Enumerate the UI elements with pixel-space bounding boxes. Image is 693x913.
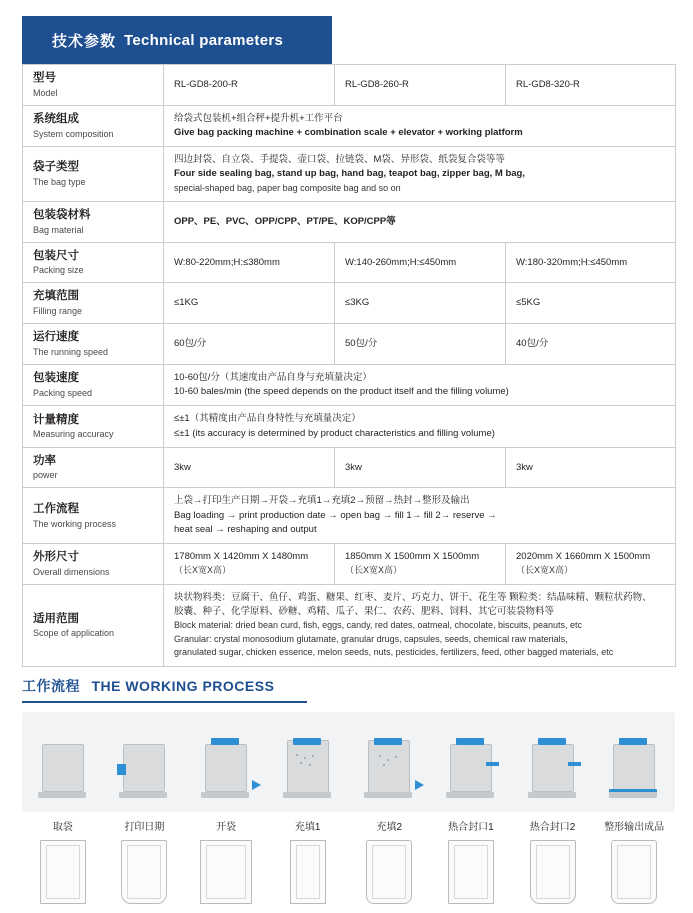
cell-measuring-accuracy: ≤±1（其精度由产品自身特性与充填量决定） ≤±1 (its accuracy is determined by product characteristics and filling volume) bbox=[164, 406, 676, 448]
process-step bbox=[104, 720, 186, 820]
cell-packing-speed: 10-60包/分（其速度由产品自身与充填量决定） 10-60 bales/min (the speed depends on the product itself and the filling volume) bbox=[164, 364, 676, 406]
cell-model-320r: RL-GD8-320-R bbox=[506, 65, 676, 106]
cell-overall-dimensions-200r: 1780mm X 1420mm X 1480mm （长X宽X高） bbox=[164, 544, 335, 585]
bag-sample-flat bbox=[22, 840, 104, 904]
row-label-bag-type: 袋子类型 The bag type bbox=[23, 147, 164, 202]
header-title-en: Technical parameters bbox=[124, 31, 284, 49]
cell-overall-dimensions-260r: 1850mm X 1500mm X 1500mm （长X宽X高） bbox=[335, 544, 506, 585]
process-title-cn: 工作流程 bbox=[22, 678, 80, 694]
row-label-system-composition: 系统组成 System composition bbox=[23, 105, 164, 147]
row-label-power: 功率 power bbox=[23, 447, 164, 488]
cell-power-200r: 3kw bbox=[164, 447, 335, 488]
cell-power-260r: 3kw bbox=[335, 447, 506, 488]
row-label-bag-material: 包装袋材料 Bag material bbox=[23, 202, 164, 243]
machine-open-bag-icon bbox=[197, 738, 255, 802]
bag-sample-wide bbox=[185, 840, 267, 904]
machine-fill2-icon bbox=[360, 738, 418, 802]
bag-sample-zipper bbox=[512, 840, 594, 904]
bag-sample-four-side bbox=[430, 840, 512, 904]
machine-reshape-output-icon bbox=[605, 738, 663, 802]
header-title-cn: 技术参数 bbox=[52, 32, 117, 50]
table-row bbox=[23, 242, 676, 283]
cell-overall-dimensions-320r: 2020mm X 1660mm X 1500mm （长X宽X高） bbox=[506, 544, 676, 585]
bag-sample-m-bag bbox=[593, 840, 675, 904]
process-step bbox=[22, 720, 104, 820]
bag-samples-row bbox=[22, 838, 675, 906]
table-row bbox=[23, 447, 676, 488]
process-step-label-reshape-output: 整形输出成品 bbox=[604, 822, 665, 833]
process-step-label-fill1: 充填1 bbox=[294, 822, 321, 833]
cell-power-320r: 3kw bbox=[506, 447, 676, 488]
process-title-underline bbox=[22, 701, 307, 703]
machine-pick-bag-icon bbox=[34, 738, 92, 802]
process-step bbox=[349, 720, 431, 820]
process-step bbox=[593, 720, 675, 820]
row-label-packing-speed: 包装速度 Packing speed bbox=[23, 364, 164, 406]
machine-print-date-icon bbox=[115, 738, 173, 802]
machine-heat-seal1-icon bbox=[442, 738, 500, 802]
cell-packing-size-260r: W:140-260mm;H:≤450mm bbox=[335, 242, 506, 283]
row-label-filling-range: 充填范围 Filling range bbox=[23, 283, 164, 324]
section-header-technical-parameters bbox=[22, 16, 332, 64]
cell-running-speed-200r: 60包/分 bbox=[164, 324, 335, 365]
table-row bbox=[23, 364, 676, 406]
cell-working-process: 上袋→打印生产日期→开袋→充填1→充填2→预留→热封→整形及输出 Bag loading → print production date → open bag → fill 1→ fill 2→ reserve → heat seal → reshaping and output bbox=[164, 488, 676, 544]
process-step-label-pick-bag: 取袋 bbox=[52, 822, 73, 833]
process-step-label-fill2: 充填2 bbox=[376, 822, 403, 833]
cell-running-speed-320r: 40包/分 bbox=[506, 324, 676, 365]
row-label-measuring-accuracy: 计量精度 Measuring accuracy bbox=[23, 406, 164, 448]
table-row bbox=[23, 105, 676, 147]
table-row bbox=[23, 544, 676, 585]
cell-bag-material: OPP、PE、PVC、OPP/CPP、PT/PE、KOP/CPP等 bbox=[164, 202, 676, 243]
table-row bbox=[23, 406, 676, 448]
cell-filling-range-200r: ≤1KG bbox=[164, 283, 335, 324]
table-row bbox=[23, 65, 676, 106]
row-label-model: 型号 Model bbox=[23, 65, 164, 106]
row-label-running-speed: 运行速度 The running speed bbox=[23, 324, 164, 365]
technical-parameters-table bbox=[22, 64, 676, 667]
process-step bbox=[512, 720, 594, 820]
cell-filling-range-260r: ≤3KG bbox=[335, 283, 506, 324]
flow-arrow-icon bbox=[415, 780, 424, 790]
table-row bbox=[23, 283, 676, 324]
section-header-working-process bbox=[22, 676, 312, 703]
row-label-overall-dimensions: 外形尺寸 Overall dimensions bbox=[23, 544, 164, 585]
process-diagram bbox=[22, 712, 675, 820]
cell-model-200r: RL-GD8-200-R bbox=[164, 65, 335, 106]
process-title-en: THE WORKING PROCESS bbox=[91, 678, 275, 694]
table-row bbox=[23, 324, 676, 365]
row-label-working-process: 工作流程 The working process bbox=[23, 488, 164, 544]
cell-packing-size-200r: W:80-220mm;H:≤380mm bbox=[164, 242, 335, 283]
cell-filling-range-320r: ≤5KG bbox=[506, 283, 676, 324]
process-step-label-print-date: 打印日期 bbox=[124, 822, 165, 833]
table-row bbox=[23, 488, 676, 544]
process-step bbox=[185, 720, 267, 820]
process-step bbox=[267, 720, 349, 820]
table-row bbox=[23, 202, 676, 243]
cell-system-composition: 给袋式包装机+组合秤+提升机+工作平台 Give bag packing machine + combination scale + elevator + working platform bbox=[164, 105, 676, 147]
flow-arrow-icon bbox=[252, 780, 261, 790]
row-label-scope-of-application: 适用范围 Scope of application bbox=[23, 584, 164, 666]
process-step-label-heat-seal1: 热合封口1 bbox=[448, 822, 494, 833]
table-row bbox=[23, 147, 676, 202]
process-step-label-heat-seal2: 热合封口2 bbox=[529, 822, 576, 833]
table-row bbox=[23, 584, 676, 666]
machine-fill1-icon bbox=[279, 738, 337, 802]
cell-scope-of-application: 块状物料类：豆腐干、鱼仔、鸡蛋、糖果、红枣、麦片、巧克力、饼干、花生等 颗粒类：结晶味精、颗粒状药物、 胶囊、种子、化学原料、砂糖、鸡精、瓜子、果仁、农药、肥料、饲料、其它可装袋物料等 Block material: dried bean curd, fish, eggs, candy, red dates, oatmeal, chocolate, biscuits, peanuts, etc Granular: crystal monosodium glutamate, granular drugs, capsules, seeds, chemical raw materials, granulated sugar, chicken essence, melon seeds, nuts, pesticides, fertilizers, feed, other bagged materials, etc bbox=[164, 584, 676, 666]
row-label-packing-size: 包装尺寸 Packing size bbox=[23, 242, 164, 283]
cell-model-260r: RL-GD8-260-R bbox=[335, 65, 506, 106]
process-step-label-open-bag: 开袋 bbox=[216, 822, 237, 833]
bag-sample-standup bbox=[104, 840, 186, 904]
process-step-labels bbox=[22, 818, 675, 833]
process-step bbox=[430, 720, 512, 820]
bag-sample-narrow bbox=[267, 840, 349, 904]
cell-running-speed-260r: 50包/分 bbox=[335, 324, 506, 365]
cell-packing-size-320r: W:180-320mm;H:≤450mm bbox=[506, 242, 676, 283]
cell-bag-type: 四边封袋、自立袋、手提袋、壶口袋、拉链袋、M袋、异形袋、纸袋复合袋等等 Four side sealing bag, stand up bag, hand bag, teapot bag, zipper bag, M bag, special-shaped bag, paper bag composite bag and so on bbox=[164, 147, 676, 202]
machine-heat-seal2-icon bbox=[524, 738, 582, 802]
bag-sample-rounded bbox=[349, 840, 431, 904]
